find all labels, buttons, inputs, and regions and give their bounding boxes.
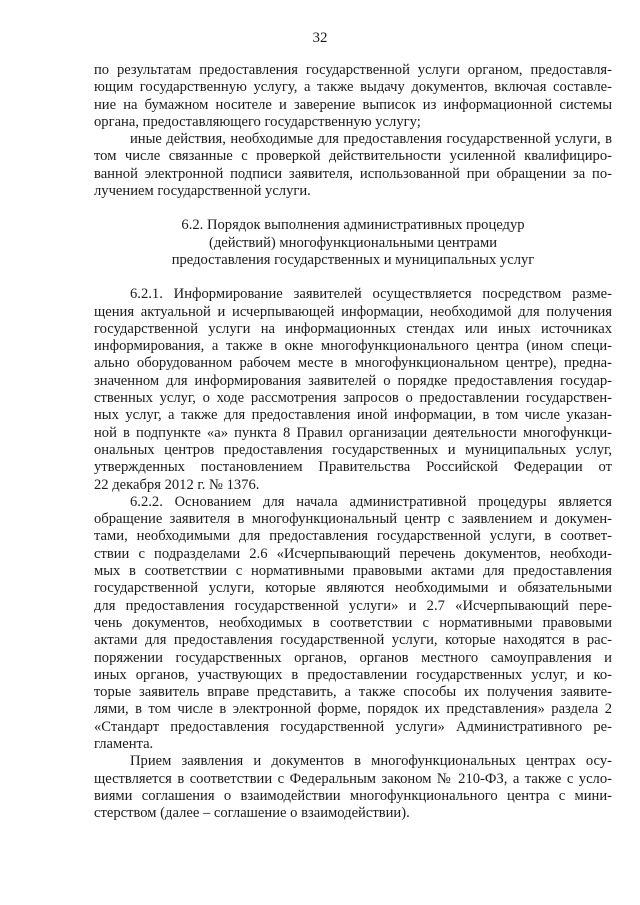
document-body: [94, 62, 612, 822]
text-line: иных органов, участвующих в предоставлении государственных услуг, и ко-: [94, 666, 612, 683]
text-line: значенном для информирования заявителей о порядке предоставления государ-: [94, 372, 612, 389]
text-line: информирования, а также в окне многофункционального центра (ином специ-: [94, 338, 612, 355]
text-line: гламента.: [94, 735, 154, 752]
text-line: ональных центров предоставления государственных и муниципальных услуг,: [94, 441, 612, 458]
text-line: 22 декабря 2012 г. № 1376.: [94, 476, 260, 493]
paragraph: [94, 753, 612, 822]
paragraph-spacer: [94, 200, 612, 217]
text-line: ществляется в соответствии с Федеральным законом № 210-ФЗ, а также с усло-: [94, 770, 612, 787]
text-line: Прием заявления и документов в многофункциональных центрах осу-: [130, 753, 612, 770]
paragraph: [94, 62, 612, 131]
text-line: том числе связанные с проверкой действительности усиленной квалифициро-: [94, 148, 612, 165]
text-line: органа, предоставляющего государственную услугу;: [94, 113, 421, 130]
text-line: ющим государственную услугу, а также выдачу документов, включая составле-: [94, 79, 612, 96]
text-line: по результатам предоставления государственной услуги органом, предоставля-: [94, 62, 612, 78]
text-line: поряжении государственных органов, органов местного самоуправления и: [94, 649, 612, 666]
text-line: ствии с подразделами 2.6 «Исчерпывающий перечень документов, необходи-: [94, 545, 612, 562]
heading-line: предоставления государственных и муниципальных услуг: [171, 251, 535, 268]
text-line: тами, необходимыми для предоставления государственной услуги, в соответ-: [94, 528, 612, 545]
section-heading: [94, 217, 612, 269]
text-line: ально оборудованном рабочем месте в многофункциональном центре), предна-: [94, 355, 612, 372]
text-line: ванной электронной подписи заявителя, использованной при обращении за по-: [94, 165, 612, 182]
paragraph: [94, 494, 612, 753]
text-line: 6.2.2. Основанием для начала административной процедуры является: [130, 493, 612, 510]
text-line: ние на бумажном носителе и заверение выписок из информационной системы: [94, 96, 612, 113]
text-line: мых в соответствии с нормативными правовыми актами для предоставления: [94, 563, 612, 580]
paragraph: [94, 286, 612, 494]
text-line: торые заявитель вправе представить, а также способы их получения заявите-: [94, 684, 612, 701]
heading-line: 6.2. Порядок выполнения административных процедур: [181, 217, 525, 234]
text-line: для предоставления государственной услуги» и 2.7 «Исчерпывающий пере-: [94, 597, 612, 614]
text-line: иные действия, необходимые для предоставления государственной услуги, в: [130, 131, 612, 148]
text-line: государственной услуги, которые являются необходимыми и обязательными: [94, 580, 612, 597]
text-line: чень документов, необходимых в соответствии с нормативными правовыми: [94, 614, 612, 631]
text-line: 6.2.1. Информирование заявителей осуществляется посредством разме-: [130, 286, 612, 303]
heading-line: (действий) многофункциональными центрами: [208, 234, 498, 251]
text-line: государственной услуги на информационных стендах или иных источниках: [94, 320, 612, 337]
text-line: виями соглашения о взаимодействии многофункционального центра с мини-: [94, 787, 612, 804]
text-line: ной в подпункте «а» пункта 8 Правил организации деятельности многофункци-: [94, 424, 612, 441]
text-line: утвержденных постановлением Правительства Российской Федерации от: [94, 459, 612, 476]
text-line: лучением государственной услуги.: [94, 183, 311, 200]
text-line: ных услуг, а также для предоставления иной информации, в том числе указан-: [94, 407, 612, 424]
text-line: щения актуальной и исчерпывающей информации, необходимой для получения: [94, 303, 612, 320]
text-line: стерством (далее – соглашение о взаимодействии).: [94, 805, 410, 822]
text-line: ственных услуг, о ходе рассмотрения запросов о предоставлении государствен-: [94, 390, 612, 407]
paragraph: [94, 131, 612, 200]
paragraph-spacer: [94, 269, 612, 286]
page-number: 32: [312, 30, 328, 46]
text-line: обращение заявителя в многофункциональный центр с заявлением и докумен-: [94, 511, 612, 528]
text-line: «Стандарт предоставления государственной услуги» Административного ре-: [94, 718, 612, 735]
text-line: лями, в том числе в электронной форме, порядок их представления» раздела 2: [94, 701, 612, 718]
text-line: актами для предоставления государственной услуги, которые находятся в рас-: [94, 632, 612, 649]
